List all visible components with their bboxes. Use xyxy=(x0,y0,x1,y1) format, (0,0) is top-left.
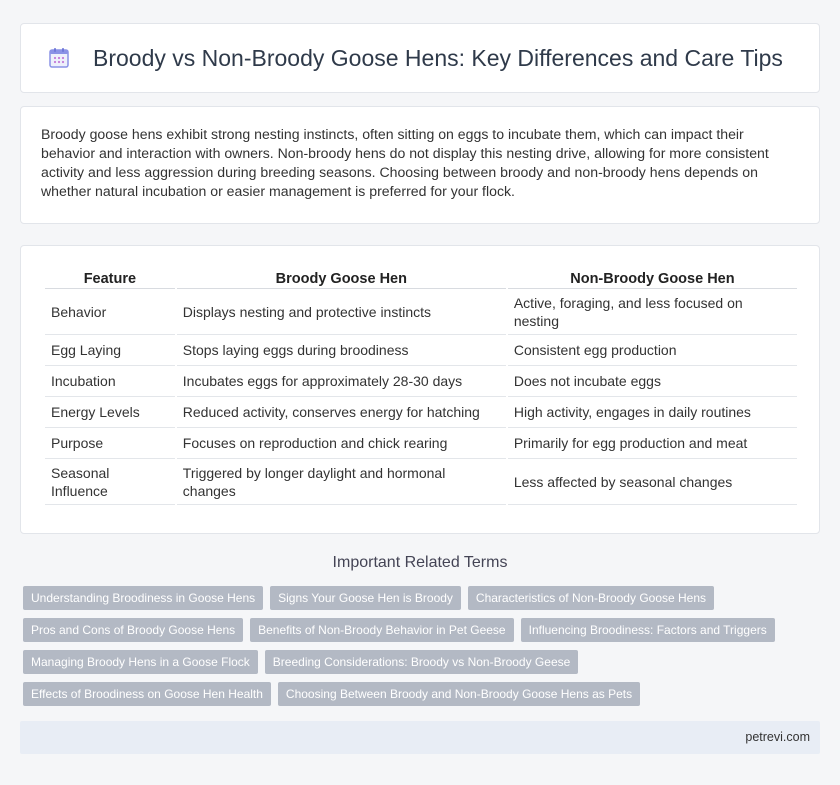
table-cell: Displays nesting and protective instincts xyxy=(177,289,506,335)
table-cell: Incubation xyxy=(45,366,175,397)
table-cell: Behavior xyxy=(45,289,175,335)
tag-row xyxy=(23,682,813,706)
calendar-icon xyxy=(47,46,71,70)
table-cell: Less affected by seasonal changes xyxy=(508,459,797,505)
tag-row xyxy=(23,586,813,610)
table-cell: Active, foraging, and less focused on nesting xyxy=(508,289,797,335)
comparison-table xyxy=(43,263,799,505)
related-term-tag[interactable]: Effects of Broodiness on Goose Hen Health xyxy=(23,682,271,706)
related-term-tag[interactable]: Understanding Broodiness in Goose Hens xyxy=(23,586,263,610)
related-term-tag[interactable]: Benefits of Non-Broody Behavior in Pet Geese xyxy=(250,618,513,642)
table-row xyxy=(45,397,797,428)
table-cell: Does not incubate eggs xyxy=(508,366,797,397)
footer xyxy=(20,721,820,754)
intro-paragraph: Broody goose hens exhibit strong nesting instincts, often sitting on eggs to incubate them, which can impact their behavior and interaction with owners. Non-broody hens do not display this nesting drive, allowing for more consistent activity and less aggression during breeding seasons. Choosing between broody and non-broody hens depends on whether natural incubation or easier management is preferred for your flock. xyxy=(41,126,769,199)
table-row xyxy=(45,428,797,459)
table-cell: Focuses on reproduction and chick rearing xyxy=(177,428,506,459)
site-link[interactable]: petrevi.com xyxy=(745,730,810,744)
table-cell: Reduced activity, conserves energy for hatching xyxy=(177,397,506,428)
table-cell: Energy Levels xyxy=(45,397,175,428)
related-term-tag[interactable]: Characteristics of Non-Broody Goose Hens xyxy=(468,586,714,610)
table-cell: Seasonal Influence xyxy=(45,459,175,505)
column-header: Feature xyxy=(45,263,175,289)
table-cell: Primarily for egg production and meat xyxy=(508,428,797,459)
tag-row xyxy=(23,618,813,642)
comparison-card xyxy=(20,245,820,534)
table-cell: Triggered by longer daylight and hormonal changes xyxy=(177,459,506,505)
table-header-row xyxy=(45,263,797,289)
column-header: Broody Goose Hen xyxy=(177,263,506,289)
intro-card xyxy=(20,106,820,224)
table-cell: Consistent egg production xyxy=(508,335,797,366)
related-term-tag[interactable]: Signs Your Goose Hen is Broody xyxy=(270,586,461,610)
header-card xyxy=(20,23,820,93)
table-cell: Purpose xyxy=(45,428,175,459)
table-cell: Egg Laying xyxy=(45,335,175,366)
related-terms-list xyxy=(23,586,813,714)
table-cell: Incubates eggs for approximately 28-30 days xyxy=(177,366,506,397)
table-cell: High activity, engages in daily routines xyxy=(508,397,797,428)
table-row xyxy=(45,335,797,366)
related-terms-heading: Important Related Terms xyxy=(332,554,508,571)
page-title: Broody vs Non-Broody Goose Hens: Key Differences and Care Tips xyxy=(93,44,783,71)
table-row xyxy=(45,459,797,505)
table-row xyxy=(45,366,797,397)
related-term-tag[interactable]: Influencing Broodiness: Factors and Triggers xyxy=(521,618,775,642)
related-term-tag[interactable]: Managing Broody Hens in a Goose Flock xyxy=(23,650,258,674)
related-term-tag[interactable]: Choosing Between Broody and Non-Broody Goose Hens as Pets xyxy=(278,682,640,706)
table-cell: Stops laying eggs during broodiness xyxy=(177,335,506,366)
tag-row xyxy=(23,650,813,674)
table-row xyxy=(45,289,797,335)
related-term-tag[interactable]: Breeding Considerations: Broody vs Non-Broody Geese xyxy=(265,650,579,674)
column-header: Non-Broody Goose Hen xyxy=(508,263,797,289)
related-term-tag[interactable]: Pros and Cons of Broody Goose Hens xyxy=(23,618,243,642)
